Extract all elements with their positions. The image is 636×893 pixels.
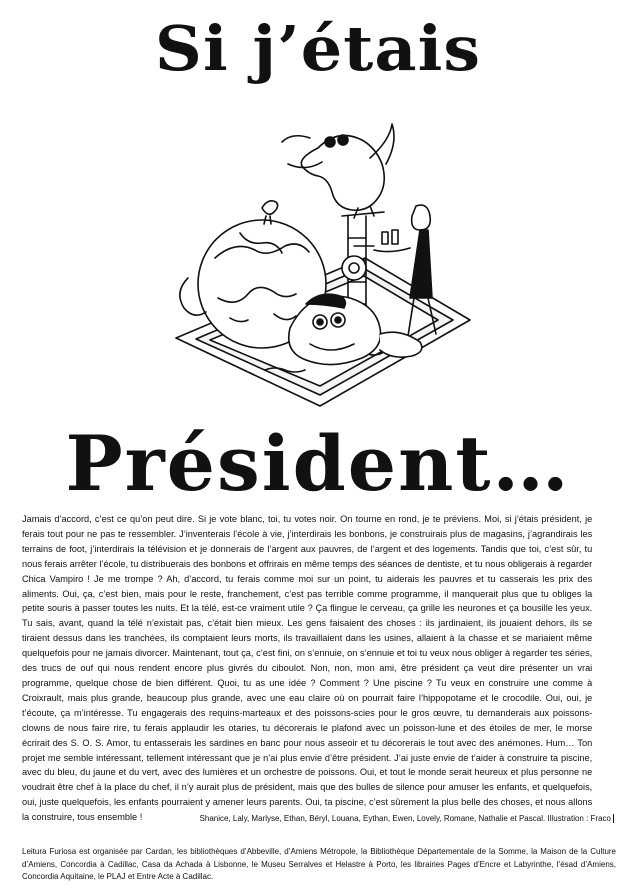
bird bbox=[262, 201, 278, 214]
waiter bbox=[412, 205, 431, 230]
title-line-2: Président… bbox=[65, 419, 571, 508]
crocodile bbox=[301, 136, 384, 211]
story-text: Jamais d’accord, c’est ce qu’on peut dire. Si je vote blanc, toi, tu votes noir. On tourne en rond, je te préviens. Moi, si j’étais président, je ferais tout pour ne pas te ressembler. J’inventerais l’école à vie, j’interdirais les bonbons, je construirais plus de magasins, j’agrandirais les terrains de foot, j’interdirais la télévision et je donnerais de l’argent aux pauvres, de l’argent et des logements. Tandis que toi, c’est sûr, tu nous ferais arrêter l’école, tu distribuerais des bonbons et offrirais en même temps des séances de dentiste, et tu nous obligerais à regarder Chica Vampiro ! Je me trompe ? Ah, d’accord, tu ferais comme moi sur un point, tu aiderais les pauvres et tu casserais les prix des aliments. Oui, ça, c’est bien, mais pour le reste, franchement, c’est pas terrible comme programme, il manquerait plus que tu obliges la petite souris à passer toutes les nuits. Et la télé, est-ce vraiment utile ? Ça flingue le cerveau, ça grille les neurones et ça bousille les yeux. Tu sais, avant, quand la télé n’existait pas, c’était bien mieux. Les gens faisaient des choses : ils jardinaient, ils jouaient dehors, ils se tiraient dessus dans les tranchées, ils comptaient leurs morts, ils travaillaient dans les usines, allaient à la chasse et se mariaient même quelquefois pour ne jamais divorcer. Maintenant, tout ça, c’est fini, on s’ennuie, on s’ennuie et toi tu veux nous obliger à regarder tes séries, des trucs de ouf qui nous rendent encore plus givrés du ciboulot. Non, non, mon ami, être président ça veut dire présenter un vrai programme, quelque chose de bien différent. Quoi, tu as une idée ? Comment ? Une piscine ? Tu veux en construire une comme à Croixrault, mais plus grande, beaucoup plus grande, avec une eau claire où on pourrait faire l’hippopotame et le crocodile. Oui, oui, je t’écoute, ça m’intéresse. Tu engagerais des requins-marteaux et des poissons-scies pour le gros œuvre, tu demanderais aux poissons-clowns de nous faire rire, tu ferais applaudir les otaries, tu décorerais le plafond avec un poisson-lune et des étoiles de mer, le morse écrirait des S. O. S. Amor, tu entasserais les sardines en banc pour nous asseoir et tu décorerais le tout avec des anémones. Hum… Ton projet me semble intéressant, tellement intéressant que je n’ai plus envie d’être président. J’ai juste envie de t’aider à construire ta piscine, avec du bleu, du jaune et du vert, avec des lumières et un orchestre de poissons. Oui, et tout le monde serait heureux et plus personne ne voudrait être chef à la place du chef, il n’y aurait plus de président, mais que des bulles de silence pour amuser les enfants, et quelquefois, oui, juste quelquefois, les enfants pourraient y amener leurs parents. Oui, ta piscine, c’est sûrement la plus belle des choses, et nous allons la construire, tous ensemble ! bbox=[22, 514, 593, 824]
footer-note: Leitura Furiosa est organisée par Cardan, les bibliothèques d’Abbeville, d’Amiens Métropole, la Bibliothèque Départementale de la Somme, la Maison de la Culture d’Amiens, Concordia à Cadillac, Casa da Achada à Lisbonne, le Museu Serralves et Helastre à Porto, les librairies Pages d’Encre et Labyrinthe, l’ésad d’Amiens, Concordia Aquitaine, le PLAJ et Entre Acte à Cadillac. bbox=[22, 847, 616, 881]
title-line-1: Si j’étais bbox=[154, 12, 482, 85]
credits-line: Shanice, Laly, Marlyse, Ethan, Béryl, Louana, Eythan, Ewen, Lovely, Romane, Nathalie et Pascal. Illustration : Fraco bbox=[200, 814, 614, 823]
cartoon-illustration bbox=[170, 108, 475, 408]
